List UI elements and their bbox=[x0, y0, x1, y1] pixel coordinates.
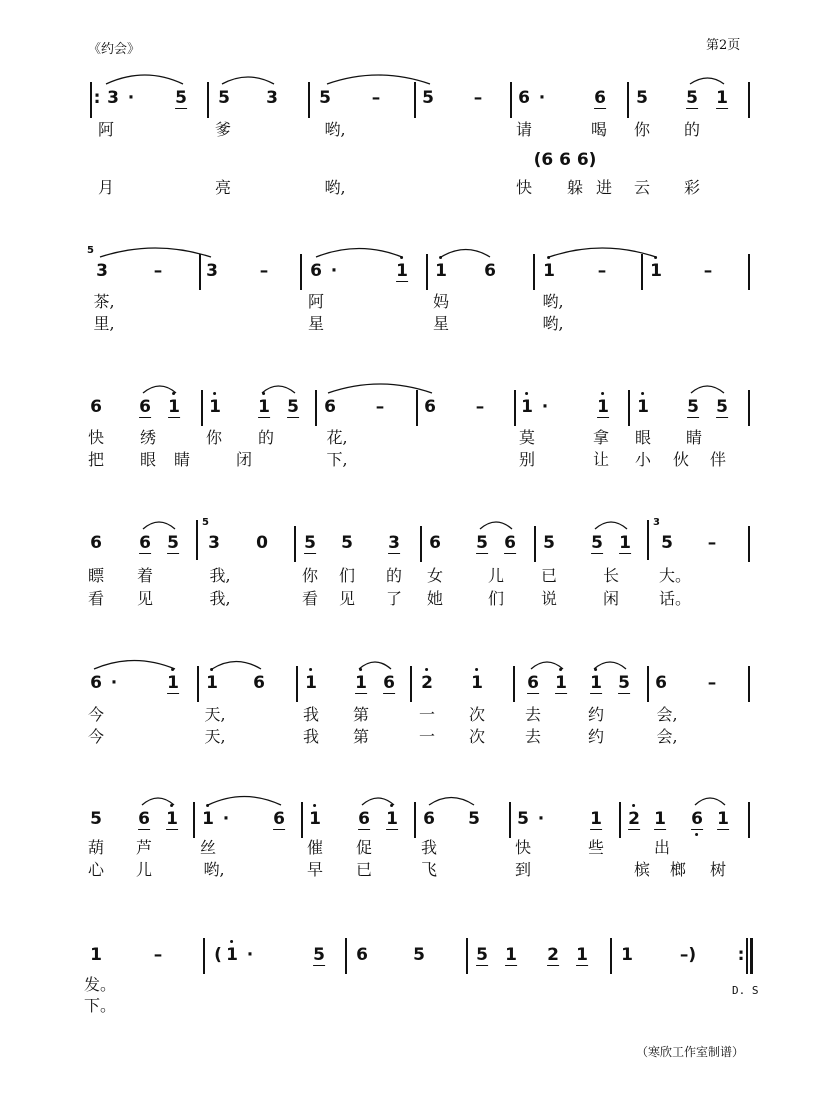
lyric: 次 bbox=[468, 705, 486, 724]
note: 3 bbox=[388, 533, 400, 553]
lyric: 下, bbox=[326, 450, 348, 469]
note: 5 bbox=[304, 533, 316, 553]
note: 6 bbox=[324, 397, 336, 417]
lyric: 阿 bbox=[97, 120, 115, 139]
repeat-colon: : bbox=[93, 88, 101, 108]
note: 6 bbox=[423, 809, 435, 829]
dot: · bbox=[110, 673, 118, 693]
note-high: 1 bbox=[637, 397, 649, 417]
note: 6 bbox=[356, 945, 368, 965]
lyric: 见 bbox=[136, 589, 154, 608]
note: 6 bbox=[358, 809, 370, 829]
note: 1 bbox=[717, 809, 729, 829]
note-high: 1 bbox=[396, 261, 408, 282]
lyric: 伙 bbox=[672, 450, 690, 469]
copyright-footer: （寒欣工作室制谱） bbox=[636, 1045, 745, 1059]
note-high: 1 bbox=[543, 261, 555, 281]
note: 1 bbox=[716, 88, 728, 108]
dash: – bbox=[703, 261, 713, 281]
note: 6 bbox=[273, 809, 285, 829]
grace-note: 3 bbox=[653, 517, 660, 528]
lyric: 哟, bbox=[542, 292, 564, 311]
end-repeat-thick-bar bbox=[750, 938, 753, 974]
note: 5 bbox=[468, 809, 480, 829]
lyric: 发。 bbox=[83, 975, 117, 994]
lyric: 瞟 bbox=[87, 566, 105, 585]
note-high: 1 bbox=[521, 397, 533, 417]
note-high: 1 bbox=[168, 397, 180, 418]
lyric: 到 bbox=[514, 860, 532, 879]
note-high: 1 bbox=[355, 673, 367, 694]
lyric: 小 bbox=[634, 450, 652, 469]
lyric: 莫 bbox=[518, 428, 536, 447]
lyric: 次 bbox=[468, 727, 486, 746]
note-high: 1 bbox=[226, 945, 238, 965]
note-high: 1 bbox=[305, 673, 317, 693]
note: 5 bbox=[687, 397, 699, 417]
lyric: 亮 bbox=[214, 178, 232, 197]
note: 5 bbox=[543, 533, 555, 553]
lyric: 茶, bbox=[93, 292, 115, 311]
note: 2 bbox=[547, 945, 559, 965]
note: 1 bbox=[590, 809, 602, 829]
bar-line bbox=[345, 938, 347, 974]
lyric: 星 bbox=[307, 314, 325, 333]
lyric: 天, bbox=[204, 705, 226, 724]
note: 6 bbox=[655, 673, 667, 693]
dot: · bbox=[127, 88, 135, 108]
note: 6 bbox=[90, 533, 102, 553]
note: 3 bbox=[266, 88, 278, 108]
lyric: 眼 bbox=[634, 428, 652, 447]
lyric: 睛 bbox=[173, 450, 191, 469]
note: 6 bbox=[139, 397, 151, 417]
note: 5 bbox=[90, 809, 102, 829]
lyric: 哟, bbox=[542, 314, 564, 333]
dash-paren-close: –) bbox=[679, 945, 697, 965]
lyric: 大。 bbox=[658, 566, 692, 585]
note: 5 bbox=[636, 88, 648, 108]
note: 5 bbox=[341, 533, 353, 553]
lyric: 月 bbox=[97, 178, 115, 197]
lyric: 第 bbox=[352, 727, 370, 746]
lyric: 哟, bbox=[324, 178, 346, 197]
dash: – bbox=[475, 397, 485, 417]
bar-line bbox=[466, 938, 468, 974]
note: 1 bbox=[90, 945, 102, 965]
note-high: 1 bbox=[435, 261, 447, 281]
repeat-colon: : bbox=[737, 945, 745, 965]
lyric: 妈 bbox=[432, 292, 450, 311]
note: 6 bbox=[424, 397, 436, 417]
song-title: 《约会》 bbox=[88, 42, 141, 57]
lyric: 下。 bbox=[83, 996, 117, 1015]
lyric: 拿 bbox=[592, 428, 610, 447]
lyric: 榔 bbox=[669, 860, 687, 879]
bar-line bbox=[610, 938, 612, 974]
note: 6 bbox=[138, 809, 150, 829]
note-low: 6 bbox=[691, 809, 703, 830]
grace-note: 5 bbox=[87, 245, 94, 256]
lyric: 快 bbox=[87, 428, 105, 447]
note: 6 bbox=[383, 673, 395, 693]
note-high: 2 bbox=[421, 673, 433, 693]
dash: – bbox=[153, 945, 163, 965]
note: 1 bbox=[621, 945, 633, 965]
lyric: 我 bbox=[302, 727, 320, 746]
lyric: 让 bbox=[592, 450, 610, 469]
dot: · bbox=[538, 88, 546, 108]
note: 6 bbox=[90, 673, 102, 693]
note: 6 bbox=[504, 533, 516, 553]
lyric: 们 bbox=[487, 589, 505, 608]
lyric: 天, bbox=[204, 727, 226, 746]
lyric: 今 bbox=[87, 727, 105, 746]
note: 5 bbox=[175, 88, 187, 108]
note: 6 bbox=[253, 673, 265, 693]
lyric: 我, bbox=[209, 589, 231, 608]
lyric: 睛 bbox=[685, 428, 703, 447]
note: 5 bbox=[591, 533, 603, 553]
dash: – bbox=[371, 88, 381, 108]
note: 1 bbox=[619, 533, 631, 553]
dot: · bbox=[537, 809, 545, 829]
bar-line bbox=[203, 938, 205, 974]
note: 6 bbox=[527, 673, 539, 693]
note-high: 1 bbox=[555, 673, 567, 694]
note: 5 bbox=[476, 533, 488, 553]
lyric: 看 bbox=[87, 589, 105, 608]
dash: – bbox=[375, 397, 385, 417]
lyric: 快 bbox=[514, 838, 532, 857]
dot: · bbox=[246, 945, 254, 965]
note-high: 1 bbox=[209, 397, 221, 417]
note-high: 1 bbox=[258, 397, 270, 418]
lyric: 些 bbox=[587, 838, 605, 857]
note: 5 bbox=[218, 88, 230, 108]
lyric: 进 bbox=[595, 178, 613, 197]
lyric: 你 bbox=[301, 566, 319, 585]
lyric: 看 bbox=[301, 589, 319, 608]
lyric: 别 bbox=[518, 450, 536, 469]
note: 1 bbox=[654, 809, 666, 829]
note-high: 1 bbox=[167, 673, 179, 694]
lyric: 约 bbox=[587, 727, 605, 746]
dash: – bbox=[707, 533, 717, 553]
dash: – bbox=[259, 261, 269, 281]
note: 5 bbox=[167, 533, 179, 553]
note: 5 bbox=[422, 88, 434, 108]
lyric: 槟 bbox=[633, 860, 651, 879]
dash: – bbox=[473, 88, 483, 108]
lyric: 儿 bbox=[135, 860, 153, 879]
note-high: 1 bbox=[386, 809, 398, 830]
note: 5 bbox=[618, 673, 630, 693]
lyric: 飞 bbox=[420, 860, 438, 879]
lyric: 着 bbox=[136, 566, 154, 585]
note-high: 1 bbox=[471, 673, 483, 693]
note: 5 bbox=[517, 809, 529, 829]
lyric: 心 bbox=[87, 860, 105, 879]
lyric: 闭 bbox=[235, 450, 253, 469]
note: 5 bbox=[476, 945, 488, 965]
lyric: 她 bbox=[426, 589, 444, 608]
lyric: 云 bbox=[633, 178, 651, 197]
lyric: 把 bbox=[87, 450, 105, 469]
note: 6 bbox=[139, 533, 151, 553]
dot: · bbox=[330, 261, 338, 281]
note: 5 bbox=[287, 397, 299, 417]
note: 5 bbox=[319, 88, 331, 108]
lyric: 树 bbox=[709, 860, 727, 879]
lyric: 今 bbox=[87, 705, 105, 724]
note: 1 bbox=[576, 945, 588, 965]
lyric: 丝 bbox=[199, 838, 217, 857]
page-number: 第2页 bbox=[706, 38, 741, 53]
lyric: 星 bbox=[432, 314, 450, 333]
note: 5 bbox=[686, 88, 698, 108]
lyric: 的 bbox=[257, 428, 275, 447]
note: 3 bbox=[206, 261, 218, 281]
lyric: 已 bbox=[540, 566, 558, 585]
lyric: 去 bbox=[524, 705, 542, 724]
lyric: 女 bbox=[426, 566, 444, 585]
dash: – bbox=[153, 261, 163, 281]
lyric: 绣 bbox=[139, 428, 157, 447]
parenthesized-notes: (6 6 6) bbox=[533, 150, 597, 170]
dash: – bbox=[707, 673, 717, 693]
lyric: 会, bbox=[656, 727, 678, 746]
lyric: 阿 bbox=[307, 292, 325, 311]
note: 5 bbox=[313, 945, 325, 965]
lyric: 爹 bbox=[214, 120, 232, 139]
note: 6 bbox=[90, 397, 102, 417]
paren-open: ( bbox=[214, 945, 222, 965]
lyric: 你 bbox=[205, 428, 223, 447]
lyric: 长 bbox=[602, 566, 620, 585]
note: 5 bbox=[716, 397, 728, 417]
lyric: 第 bbox=[352, 705, 370, 724]
note: 3 bbox=[107, 88, 119, 108]
lyric: 彩 bbox=[683, 178, 701, 197]
lyric: 的 bbox=[683, 120, 701, 139]
lyric: 儿 bbox=[487, 566, 505, 585]
note: 6 bbox=[594, 88, 606, 108]
dal-segno: D. S bbox=[732, 984, 759, 997]
note: 6 bbox=[484, 261, 496, 281]
note-high: 1 bbox=[650, 261, 662, 281]
lyric: 花, bbox=[326, 428, 348, 447]
note: 3 bbox=[96, 261, 108, 281]
lyric: 早 bbox=[306, 860, 324, 879]
lyric: 哟, bbox=[203, 860, 225, 879]
lyric: 了 bbox=[385, 589, 403, 608]
dot: · bbox=[222, 809, 230, 829]
note-high: 1 bbox=[597, 397, 609, 418]
lyric: 你 bbox=[633, 120, 651, 139]
lyric: 一 bbox=[418, 727, 436, 746]
note-high: 1 bbox=[166, 809, 178, 830]
note: 6 bbox=[429, 533, 441, 553]
note: 0 bbox=[256, 533, 268, 553]
note: 1 bbox=[505, 945, 517, 965]
lyric: 见 bbox=[338, 589, 356, 608]
note-high: 1 bbox=[206, 673, 218, 693]
lyric: 的 bbox=[385, 566, 403, 585]
end-repeat-thin-bar bbox=[746, 938, 748, 974]
note-high: 1 bbox=[309, 809, 321, 829]
note: 6 bbox=[518, 88, 530, 108]
lyric: 里, bbox=[93, 314, 115, 333]
lyric: 会, bbox=[656, 705, 678, 724]
note-high: 1 bbox=[590, 673, 602, 694]
grace-note: 5 bbox=[202, 517, 209, 528]
lyric: 我 bbox=[302, 705, 320, 724]
note: 3 bbox=[208, 533, 220, 553]
lyric: 去 bbox=[524, 727, 542, 746]
lyric: 喝 bbox=[590, 120, 608, 139]
lyric: 出 bbox=[653, 838, 671, 857]
lyric: 芦 bbox=[135, 838, 153, 857]
note-high: 1 bbox=[202, 809, 214, 829]
lyric: 约 bbox=[587, 705, 605, 724]
lyric: 哟, bbox=[324, 120, 346, 139]
note: 6 bbox=[310, 261, 322, 281]
lyric: 一 bbox=[418, 705, 436, 724]
lyric: 请 bbox=[515, 120, 533, 139]
lyric: 已 bbox=[355, 860, 373, 879]
lyric: 促 bbox=[355, 838, 373, 857]
lyric: 葫 bbox=[87, 838, 105, 857]
lyric: 话。 bbox=[658, 589, 692, 608]
lyric: 催 bbox=[306, 838, 324, 857]
dot: · bbox=[541, 397, 549, 417]
note-high: 2 bbox=[628, 809, 640, 830]
lyric: 们 bbox=[338, 566, 356, 585]
lyric: 闲 bbox=[602, 589, 620, 608]
note: 5 bbox=[413, 945, 425, 965]
note: 5 bbox=[661, 533, 673, 553]
lyric: 躲 bbox=[566, 178, 584, 197]
dash: – bbox=[597, 261, 607, 281]
lyric: 眼 bbox=[139, 450, 157, 469]
lyric: 说 bbox=[540, 589, 558, 608]
lyric: 我, bbox=[209, 566, 231, 585]
lyric: 快 bbox=[515, 178, 533, 197]
lyric: 我 bbox=[420, 838, 438, 857]
lyric: 伴 bbox=[709, 450, 727, 469]
